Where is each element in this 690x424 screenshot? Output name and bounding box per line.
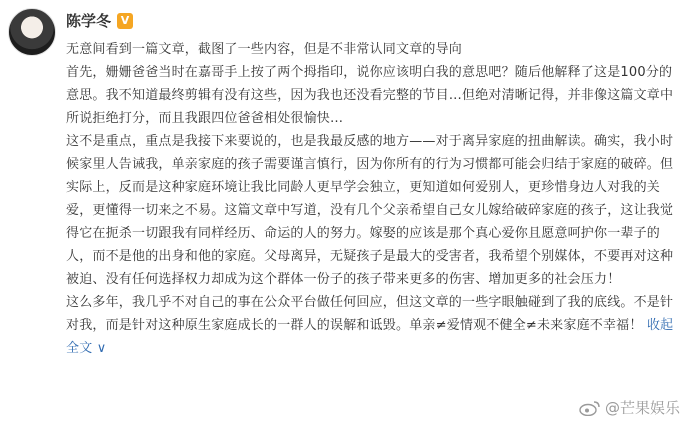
- watermark-text: @芒果娱乐: [604, 399, 680, 417]
- post-paragraph: 这不是重点，重点是我接下来要说的，也是我最反感的地方——对于离异家庭的扭曲解读。确实，我小时候家里人告诫我，单亲家庭的孩子需要谨言慎行，因为你所有的行为习惯都可能会归结于家庭的破碎。但实际上，反而是这种家庭环境让我比同龄人更早学会独立，更知道如何爱别人，更珍惜身边人对我的关爱，更懂得一切来之不易。这篇文章中写道，没有几个父亲希望自己女儿嫁给破碎家庭的孩子，这让我觉得它在扼杀一切跟我有同样经历、命运的人的努力。嫁娶的应该是那个真心爱你且愿意呵护你一辈子的人，而不是他的出身和他的家庭。父母离异，无疑孩子是最大的受害者，我希望个别媒体，不要再对这种被迫、没有任何选择权力却成为这个群体一份子的孩子带来更多的伤害、增加更多的社会压力！: [66, 134, 674, 287]
- avatar[interactable]: [8, 8, 56, 56]
- post-paragraph-last: [66, 291, 678, 360]
- post-header: [66, 10, 133, 31]
- author-name[interactable]: 陈学冬: [66, 12, 112, 30]
- post-paragraph: 无意间看到一篇文章，截图了一些内容，但是不非常认同文章的导向: [66, 42, 463, 57]
- weibo-logo-icon: [579, 400, 601, 416]
- chevron-up-icon: ∨: [96, 341, 107, 356]
- verified-badge-icon: V: [117, 13, 133, 29]
- watermark: [579, 397, 680, 418]
- post-paragraph: 首先，姗姗爸爸当时在嘉哥手上按了两个拇指印，说你应该明白我的意思吧？随后他解释了这是100分的意思。我不知道最终剪辑有没有这些，因为我也还没看完整的节目…但绝对清晰记得，并非像这篇文章中所说拒绝打分，而且我跟四位爸爸相处很愉快…: [66, 65, 674, 126]
- collapse-label: 收起全文: [66, 318, 674, 356]
- post-paragraph-text: 这么多年，我几乎不对自己的事在公众平台做任何回应，但这文章的一些字眼触碰到了我的底线。不是针对我，而是针对这种原生家庭成长的一群人的误解和诋毁。单亲≠爱情观不健全≠未来家庭不幸福！: [66, 295, 674, 333]
- post-content: [66, 38, 678, 360]
